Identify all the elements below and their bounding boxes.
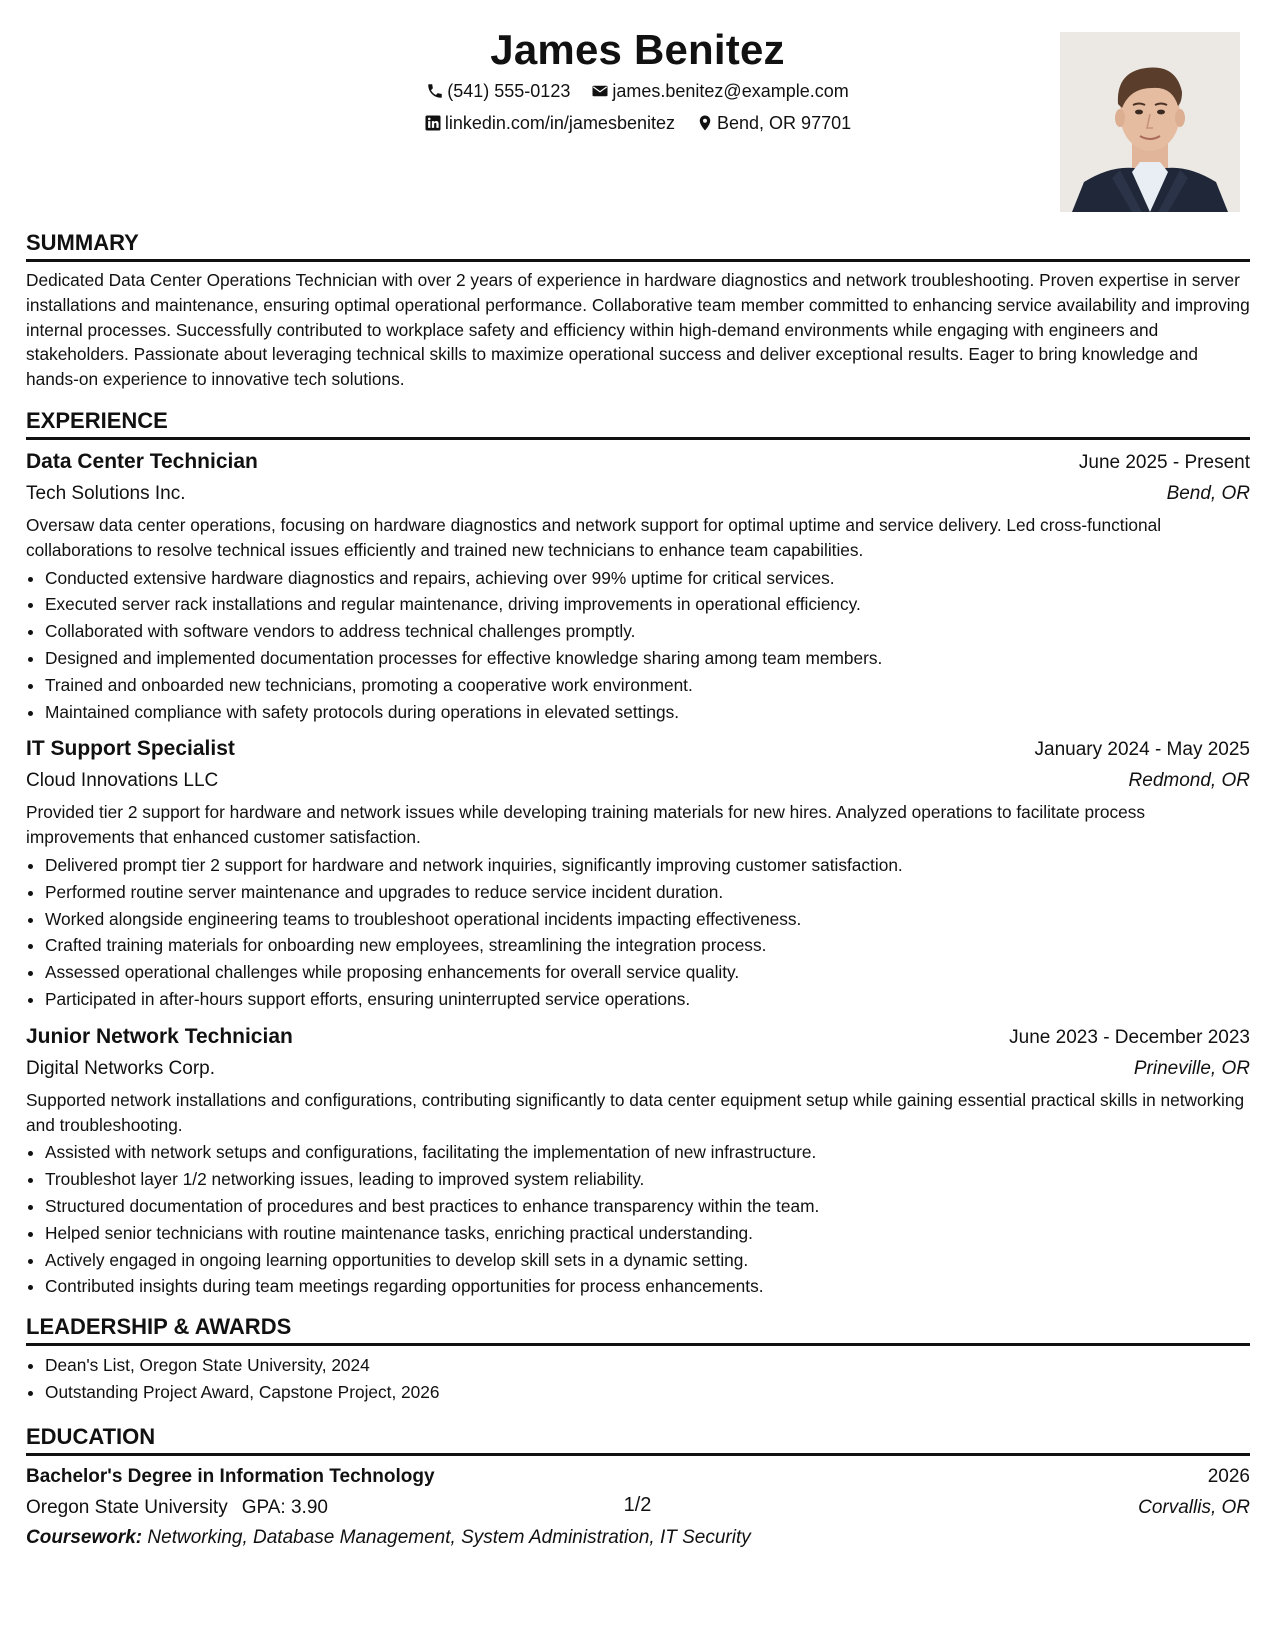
gpa: GPA: 3.90 <box>241 1496 328 1518</box>
job-description: Supported network installations and configurations, contributing significantly to data center equipment setup while gaining essential practical skills in networking and troubleshooting. <box>26 1089 1245 1135</box>
bullet-item: • Structured documentation of procedures and best practices to enhance transparency within the team. <box>45 1193 1250 1220</box>
award-item: • Dean's List, Oregon State University, 2024 <box>45 1352 1250 1379</box>
bullet-item: • Assessed operational challenges while proposing enhancements for overall service quality. <box>45 959 1250 986</box>
coursework-label: Coursework: <box>26 1526 143 1548</box>
location-text: Bend, OR 97701 <box>717 113 852 133</box>
contact-phone <box>426 78 570 104</box>
phone-icon <box>426 82 444 100</box>
experience-heading: EXPERIENCE <box>26 402 1250 440</box>
experience-section <box>26 402 1250 1300</box>
job-entry <box>26 1021 1250 1300</box>
contact-location <box>696 110 851 136</box>
summary-heading: SUMMARY <box>26 224 1250 262</box>
job-dates: June 2023 - December 2023 <box>1009 1026 1250 1048</box>
bullet-item: • Trained and onboarded new technicians, promoting a cooperative work environment. <box>45 672 1250 699</box>
profile-photo <box>1060 32 1240 212</box>
bullet-item: • Actively engaged in ongoing learning opportunities to develop skill sets in a dynamic setting. <box>45 1247 1250 1274</box>
awards-heading: LEADERSHIP & AWARDS <box>26 1308 1250 1346</box>
bullet-item: • Troubleshot layer 1/2 networking issues, leading to improved system reliability. <box>45 1166 1250 1193</box>
bullet-item: • Contributed insights during team meetings regarding opportunities for process enhancements. <box>45 1273 1250 1300</box>
portrait-image <box>1060 32 1240 212</box>
award-item: • Outstanding Project Award, Capstone Project, 2026 <box>45 1379 1250 1406</box>
bullet-item: • Executed server rack installations and regular maintenance, driving improvements in operational efficiency. <box>45 591 1250 618</box>
bullet-item: • Maintained compliance with safety protocols during operations in elevated settings. <box>45 699 1250 726</box>
bullet-item: • Delivered prompt tier 2 support for hardware and network inquiries, significantly improving customer satisfaction. <box>45 852 1250 879</box>
bullet-item: • Conducted extensive hardware diagnostics and repairs, achieving over 99% uptime for critical services. <box>45 565 1250 592</box>
bullet-item: • Participated in after-hours support efforts, ensuring uninterrupted service operations. <box>45 986 1250 1013</box>
job-company: Digital Networks Corp. <box>26 1057 215 1079</box>
awards-list <box>26 1352 1250 1406</box>
education-heading: EDUCATION <box>26 1418 1250 1456</box>
job-bullets <box>26 565 1250 726</box>
bullet-item: • Assisted with network setups and configurations, facilitating the implementation of new infrastructure. <box>45 1139 1250 1166</box>
bullet-item: • Helped senior technicians with routine maintenance tasks, enriching practical understanding. <box>45 1220 1250 1247</box>
job-bullets <box>26 1139 1250 1300</box>
bullet-item: • Designed and implemented documentation processes for effective knowledge sharing among team members. <box>45 645 1250 672</box>
candidate-name: James Benitez <box>490 26 785 73</box>
resume-header <box>0 22 1275 222</box>
coursework-list: Networking, Database Management, System Administration, IT Security <box>147 1526 751 1548</box>
envelope-icon <box>591 82 609 100</box>
school-name: Oregon State University <box>26 1496 228 1518</box>
job-location: Bend, OR <box>1166 482 1250 504</box>
job-entry <box>26 446 1250 725</box>
map-pin-icon <box>696 114 714 132</box>
job-company: Tech Solutions Inc. <box>26 482 186 504</box>
email-text: james.benitez@example.com <box>612 81 849 101</box>
summary-section <box>26 224 1250 392</box>
job-dates: January 2024 - May 2025 <box>1034 739 1250 761</box>
linkedin-text: linkedin.com/in/jamesbenitez <box>444 113 675 133</box>
contact-email[interactable] <box>591 78 848 104</box>
job-title: IT Support Specialist <box>26 737 235 761</box>
phone-text: (541) 555-0123 <box>447 81 571 101</box>
bullet-item: • Performed routine server maintenance and upgrades to reduce service incident duration. <box>45 879 1250 906</box>
linkedin-icon <box>424 114 442 132</box>
job-description: Provided tier 2 support for hardware and network issues while developing training materials for new hires. Analyzed operations to facilitate process improvements that enhanced customer satisfaction. <box>26 802 1146 848</box>
resume-body <box>26 224 1250 1553</box>
job-location: Prineville, OR <box>1133 1057 1250 1079</box>
degree-year: 2026 <box>1207 1465 1250 1487</box>
degree-title: Bachelor's Degree in Information Technology <box>26 1465 435 1487</box>
bullet-item: • Collaborated with software vendors to address technical challenges promptly. <box>45 618 1250 645</box>
page-number: 1/2 <box>623 1494 652 1516</box>
job-company: Cloud Innovations LLC <box>26 770 219 792</box>
bullet-item: • Crafted training materials for onboarding new employees, streamlining the integration process. <box>45 932 1250 959</box>
job-entry <box>26 733 1250 1012</box>
bullet-item: • Worked alongside engineering teams to troubleshoot operational incidents impacting effectiveness. <box>45 906 1250 933</box>
job-title: Data Center Technician <box>26 449 258 473</box>
school-location: Corvallis, OR <box>1138 1496 1250 1518</box>
job-bullets <box>26 852 1250 1013</box>
contact-linkedin[interactable] <box>424 110 675 136</box>
summary-text: Dedicated Data Center Operations Technician with over 2 years of experience in hardware diagnostics and network troubleshooting. Proven expertise in server installations and maintenance, ensuring optimal operational performance. Collaborative team member committed to enhancing service availability and improving internal processes. Successfully contributed to workplace safety and efficiency within high-demand environments while engaging with engineers and stakeholders. Passionate about leveraging technical skills to maximize operational success and deliver exceptional results. Eager to bring knowledge and hands-on experience to innovative tech solutions. <box>26 270 1250 390</box>
job-title: Junior Network Technician <box>26 1024 293 1048</box>
coursework-line <box>26 1523 1250 1553</box>
job-location: Redmond, OR <box>1128 770 1250 792</box>
education-section <box>26 1418 1250 1553</box>
awards-section <box>26 1308 1250 1406</box>
job-dates: June 2025 - Present <box>1078 451 1250 473</box>
job-description: Oversaw data center operations, focusing on hardware diagnostics and network support for optimal uptime and service delivery. Led cross-functional collaborations to resolve technical issues efficiently and trained new technicians to enhance team capabilities. <box>26 514 1162 560</box>
